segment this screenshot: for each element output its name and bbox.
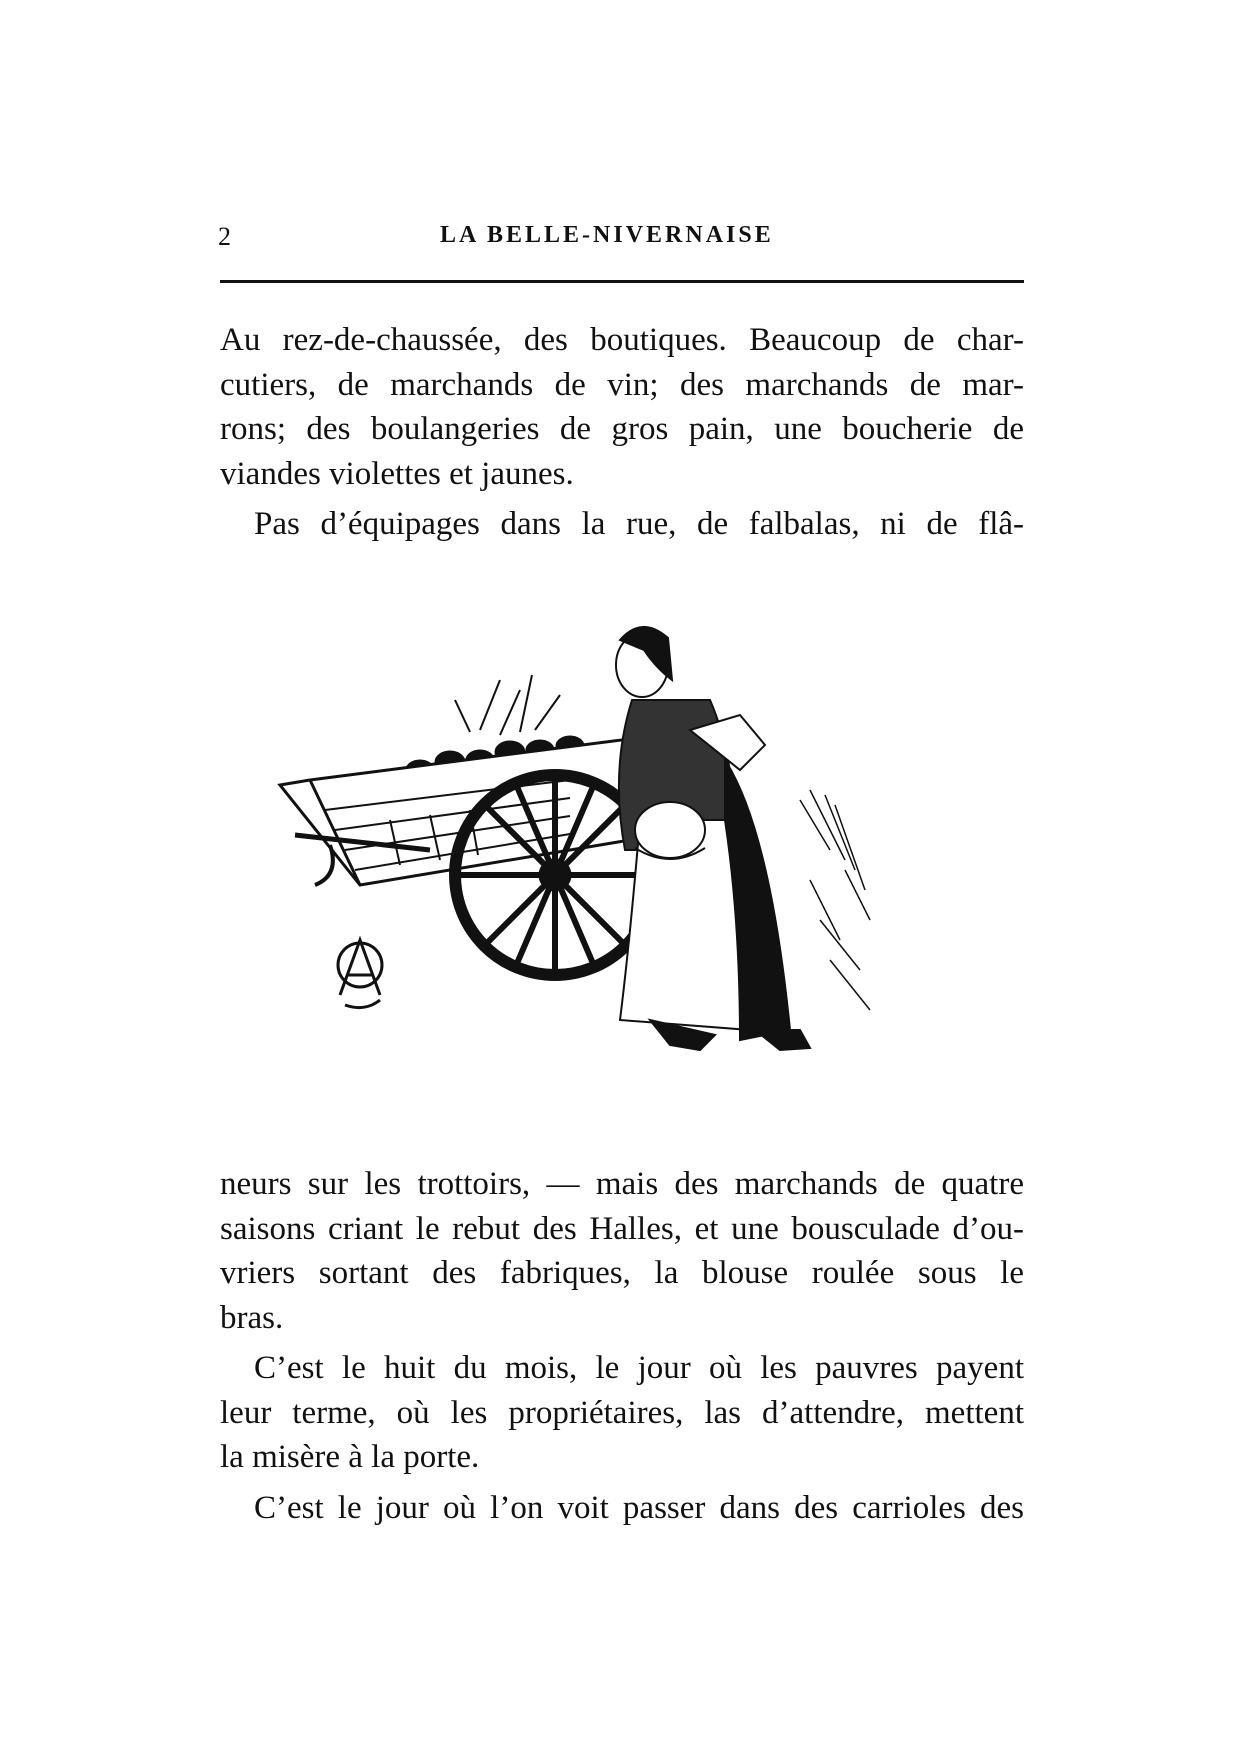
text-line: saisons criant le rebut des Halles, et une bousculade d’ou- <box>220 1210 1024 1247</box>
text-line: C’est le jour où l’on voit passer dans des carrioles des <box>254 1489 1024 1526</box>
text-line: rons; des boulangeries de gros pain, une boucherie de <box>220 411 1024 447</box>
text-block-top <box>220 318 1024 547</box>
running-title: LA BELLE-NIVERNAISE <box>440 222 774 248</box>
text-line: neurs sur les trottoirs, — mais des marchands de quatre <box>220 1166 1024 1202</box>
text-line: leur terme, où les propriétaires, las d’attendre, mettent <box>220 1394 1024 1431</box>
text-line: viandes violettes et jaunes. <box>220 455 574 492</box>
text-line: Pas d’équipages dans la rue, de falbalas, ni de flâ- <box>254 506 1024 542</box>
artist-monogram-icon <box>338 940 382 1008</box>
header-rule <box>220 280 1024 283</box>
vendor-woman <box>616 627 810 1050</box>
text-line: vriers sortant des fabriques, la blouse roulée sous le <box>220 1255 1024 1291</box>
text-line: C’est le huit du mois, le jour où les pauvres payent <box>254 1350 1024 1386</box>
text-line: la misère à la porte. <box>220 1439 480 1475</box>
text-line: bras. <box>220 1299 284 1336</box>
street-vendor-cart-illustration <box>270 620 980 1090</box>
text-line: Au rez-de-chaussée, des boutiques. Beaucoup de char- <box>220 322 1024 358</box>
page-number: 2 <box>218 222 232 251</box>
background-foliage <box>800 790 870 1010</box>
text-block-bottom <box>220 1162 1024 1530</box>
text-line: cutiers, de marchands de vin; des marchands de mar- <box>220 366 1024 403</box>
